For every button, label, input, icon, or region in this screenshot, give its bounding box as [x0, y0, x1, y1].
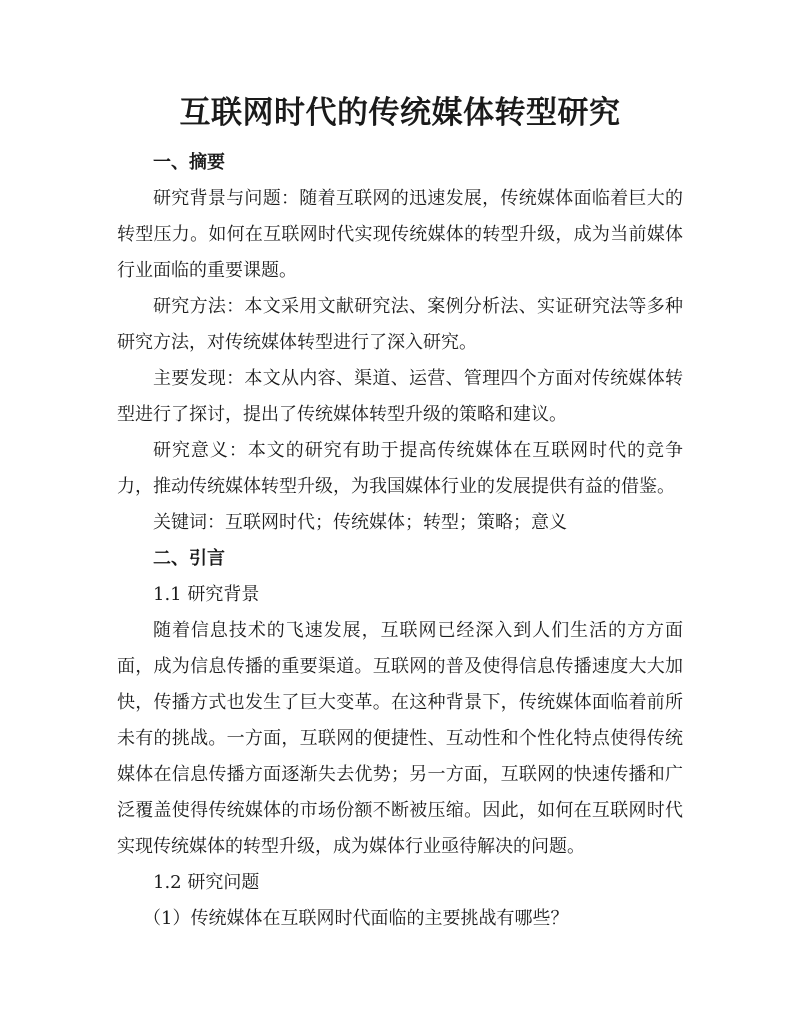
abstract-significance-paragraph: 研究意义：本文的研究有助于提高传统媒体在互联网时代的竞争力，推动传统媒体转型升级，为我国媒体行业的发展提供有益的借鉴。: [117, 440, 683, 497]
intro-background-paragraph: 随着信息技术的飞速发展，互联网已经深入到人们生活的方方面面，成为信息传播的重要渠道。互联网的普及使得信息传播速度大大加快，传播方式也发生了巨大变革。在这种背景下，传统媒体面临着前所未有的挑战。一方面，互联网的便捷性、互动性和个性化特点使得传统媒体在信息传播方面逐渐失去优势；另一方面，互联网的快速传播和广泛覆盖使得传统媒体的市场份额不断被压缩。因此，如何在互联网时代实现传统媒体的转型升级，成为媒体行业亟待解决的问题。: [117, 620, 683, 857]
subsection-1-1-heading: 1.1 研究背景: [153, 584, 260, 605]
intro-heading: 二、引言: [153, 548, 225, 569]
abstract-background-paragraph: 研究背景与问题：随着互联网的迅速发展，传统媒体面临着巨大的转型压力。如何在互联网时代实现传统媒体的转型升级，成为当前媒体行业面临的重要课题。: [117, 188, 683, 281]
document-title: 互联网时代的传统媒体转型研究: [179, 95, 621, 131]
keywords-line: 关键词：互联网时代；传统媒体；转型；策略；意义: [153, 512, 567, 533]
subsection-1-2-heading: 1.2 研究问题: [153, 872, 260, 893]
document-body: [117, 145, 683, 937]
abstract-findings-paragraph: 主要发现：本文从内容、渠道、运营、管理四个方面对传统媒体转型进行了探讨，提出了传统媒体转型升级的策略和建议。: [117, 368, 683, 425]
abstract-heading: 一、摘要: [153, 152, 225, 173]
research-question-1: （1）传统媒体在互联网时代面临的主要挑战有哪些？: [143, 908, 569, 929]
abstract-methods-paragraph: 研究方法：本文采用文献研究法、案例分析法、实证研究法等多种研究方法，对传统媒体转型进行了深入研究。: [117, 296, 683, 353]
